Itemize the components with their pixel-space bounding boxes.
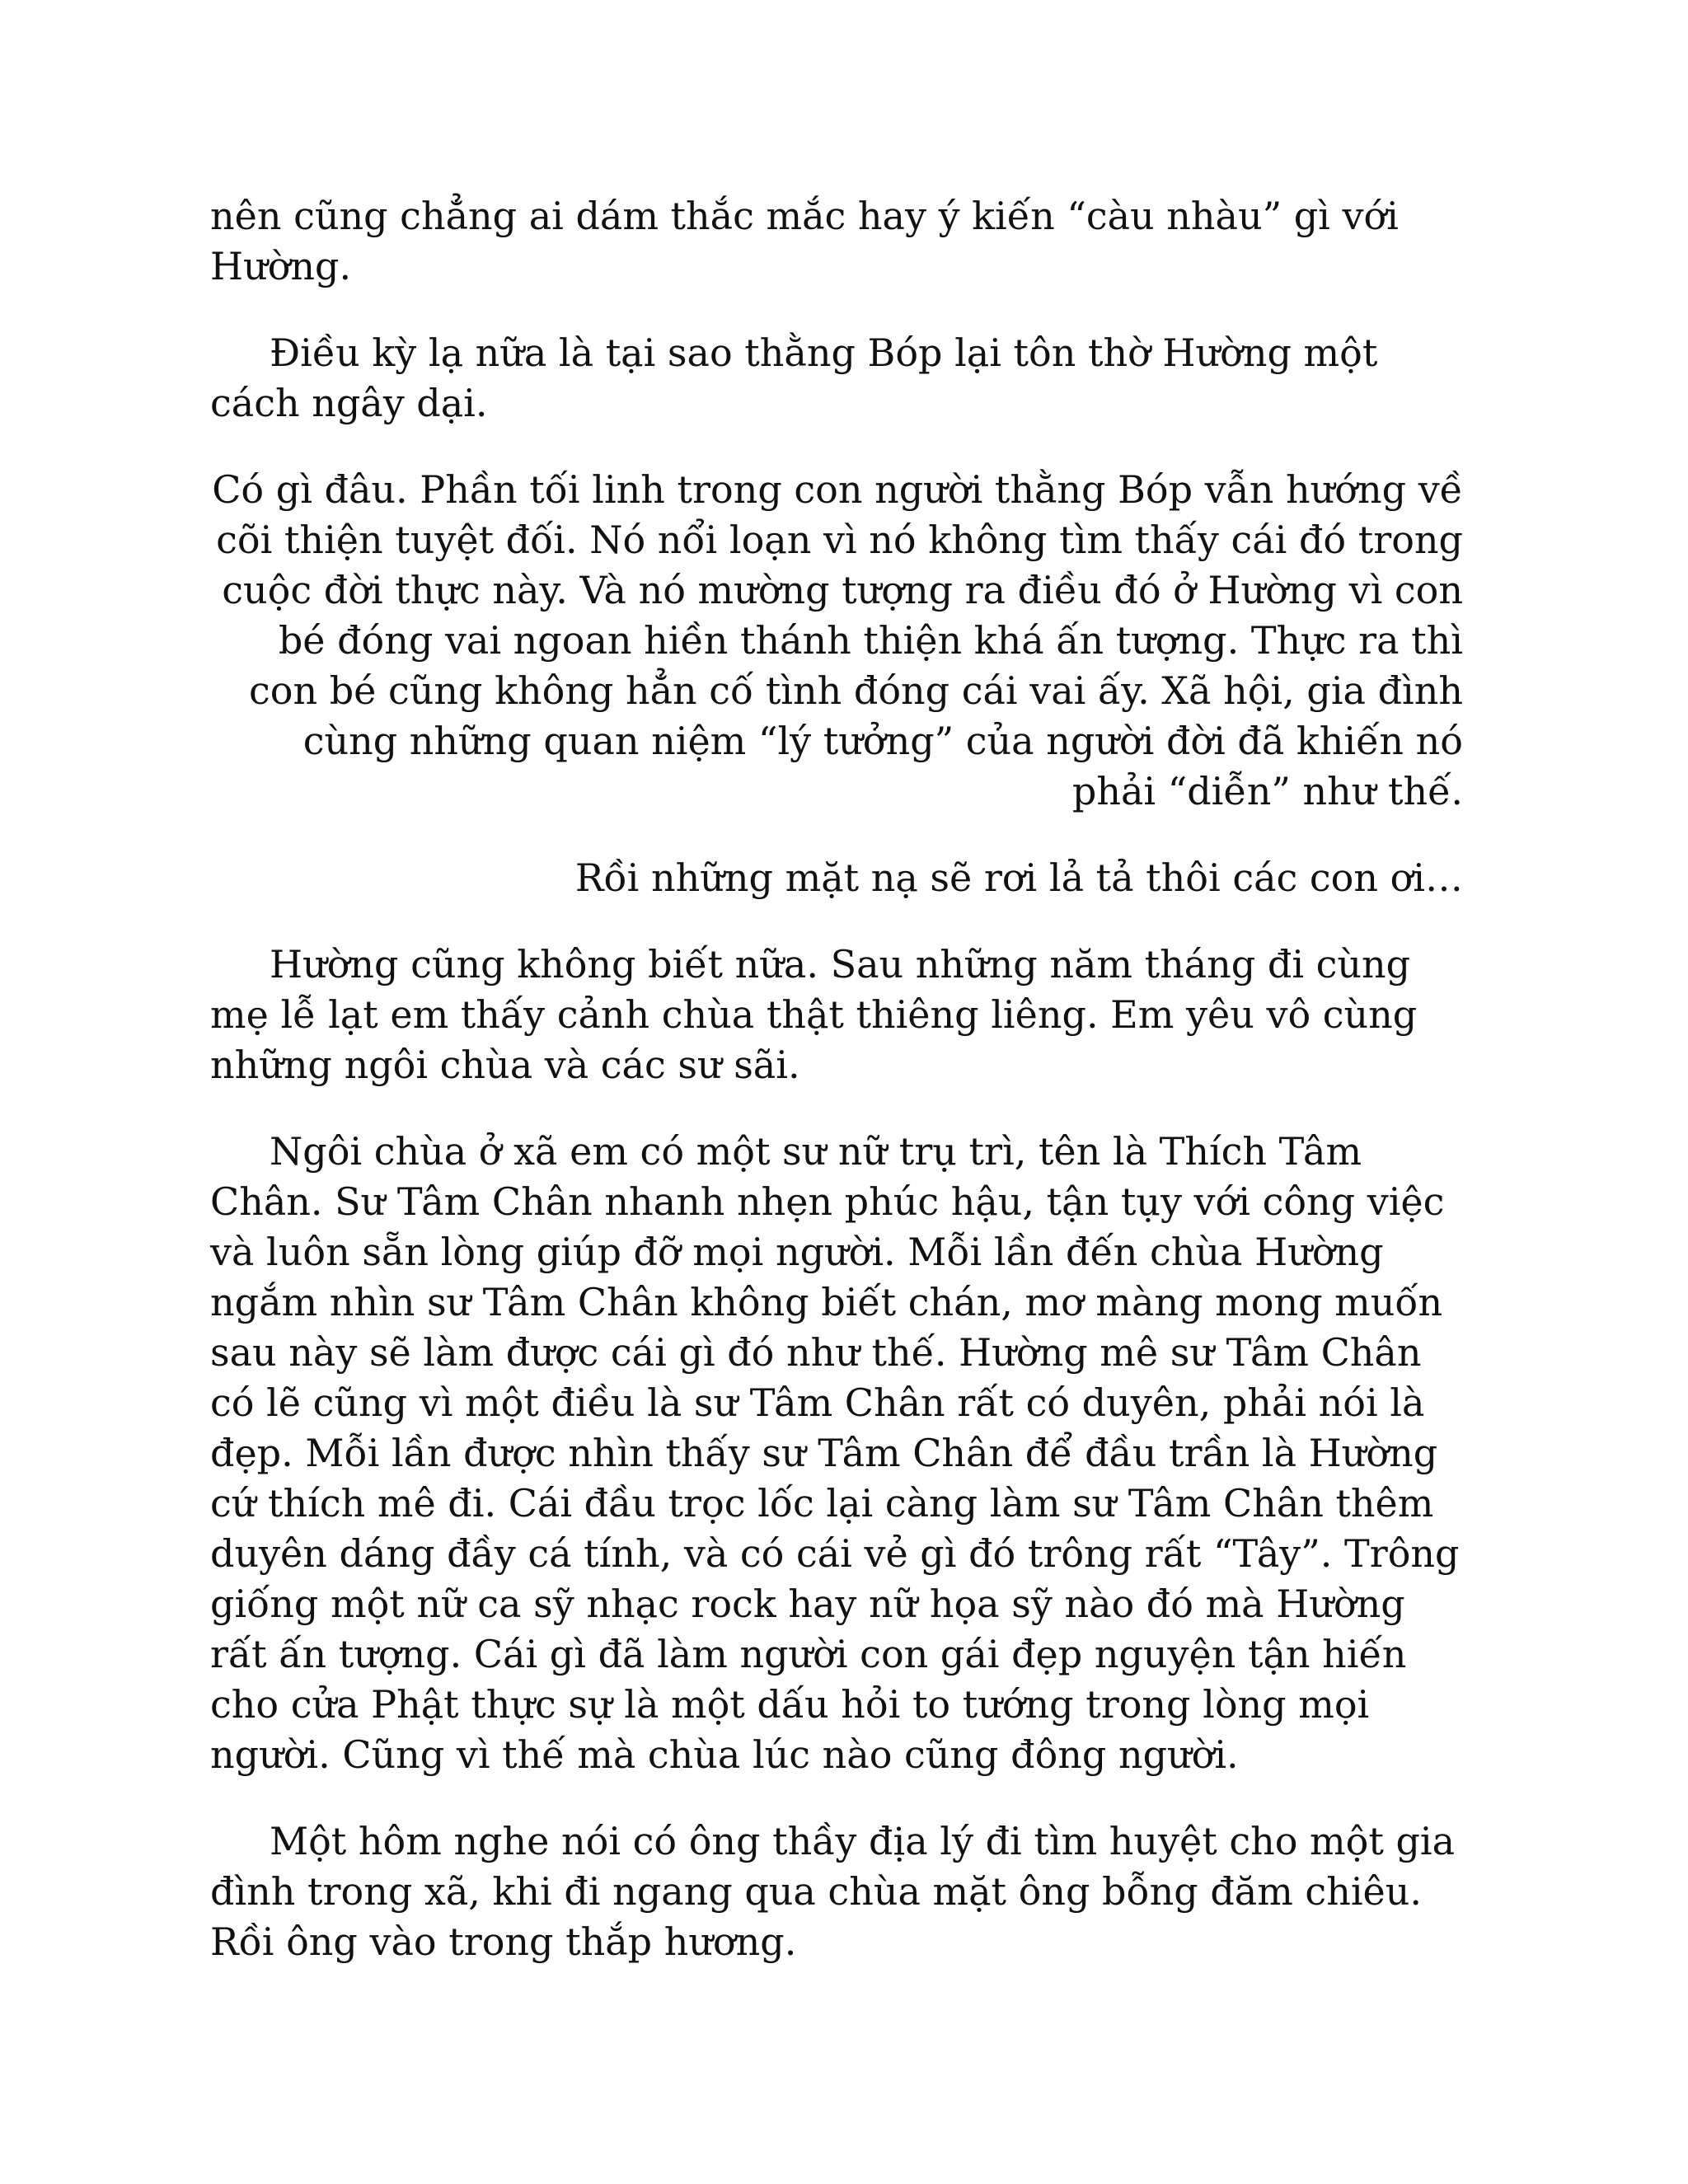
paragraph-2: Điều kỳ lạ nữa là tại sao thằng Bóp lại tôn thờ Hường một cách ngây dại. [210,330,1378,425]
paragraph-5: Hường cũng không biết nữa. Sau những năm tháng đi cùng mẹ lễ lạt em thấy cảnh chùa thật thiêng liêng. Em yêu vô cùng những ngôi chùa và các sư sãi. [210,942,1418,1087]
paragraph-3: Có gì đâu. Phần tối linh trong con người thằng Bóp vẫn hướng về cõi thiện tuyệt đối. Nó nổi loạn vì nó không tìm thấy cái đó trong cuộc đời thực này. Và nó mường tượng ra điều đó ở Hường vì con bé đóng vai ngoan hiền thánh thiện khá ấn tượng. Thực ra thì con bé cũng không hẳn cố tình đóng cái vai ấy. Xã hội, gia đình cùng những quan niệm “lý tưởng” của người đời đã khiến nó phải “diễn” như thế. [212,467,1463,813]
paragraph-6: Ngôi chùa ở xã em có một sư nữ trụ trì, tên là Thích Tâm Chân. Sư Tâm Chân nhanh nhẹn phúc hậu, tận tụy với công việc và luôn sẵn lòng giúp đỡ mọi người. Mỗi lần đến chùa Hường ngắm nhìn sư Tâm Chân không biết chán, mơ màng mong muốn sau này sẽ làm được cái gì đó như thế. Hường mê sư Tâm Chân có lẽ cũng vì một điều là sư Tâm Chân rất có duyên, phải nói là đẹp. Mỗi lần được nhìn thấy sư Tâm Chân để đầu trần là Hường cứ thích mê đi. Cái đầu trọc lốc lại càng làm sư Tâm Chân thêm duyên dáng đầy cá tính, và có cái vẻ gì đó trông rất “Tây”. Trông giống một nữ ca sỹ nhạc rock hay nữ họa sỹ nào đó mà Hường rất ấn tượng. Cái gì đã làm người con gái đẹp nguyện tận hiến cho cửa Phật thực sự là một dấu hỏi to tướng trong lòng mọi người. Cũng vì thế mà chùa lúc nào cũng đông người. [210,1129,1460,1777]
paragraph-7: Một hôm nghe nói có ông thầy địa lý đi tìm huyệt cho một gia đình trong xã, khi đi ngang qua chùa mặt ông bỗng đăm chiêu. Rồi ông vào trong thắp hương. [210,1819,1456,1964]
paragraph-4: Rồi những mặt nạ sẽ rơi lả tả thôi các con ơi… [574,855,1463,900]
paragraph-1: nên cũng chẳng ai dám thắc mắc hay ý kiến “càu nhàu” gì với Hường. [210,194,1399,288]
page-body-text [210,191,1463,2004]
